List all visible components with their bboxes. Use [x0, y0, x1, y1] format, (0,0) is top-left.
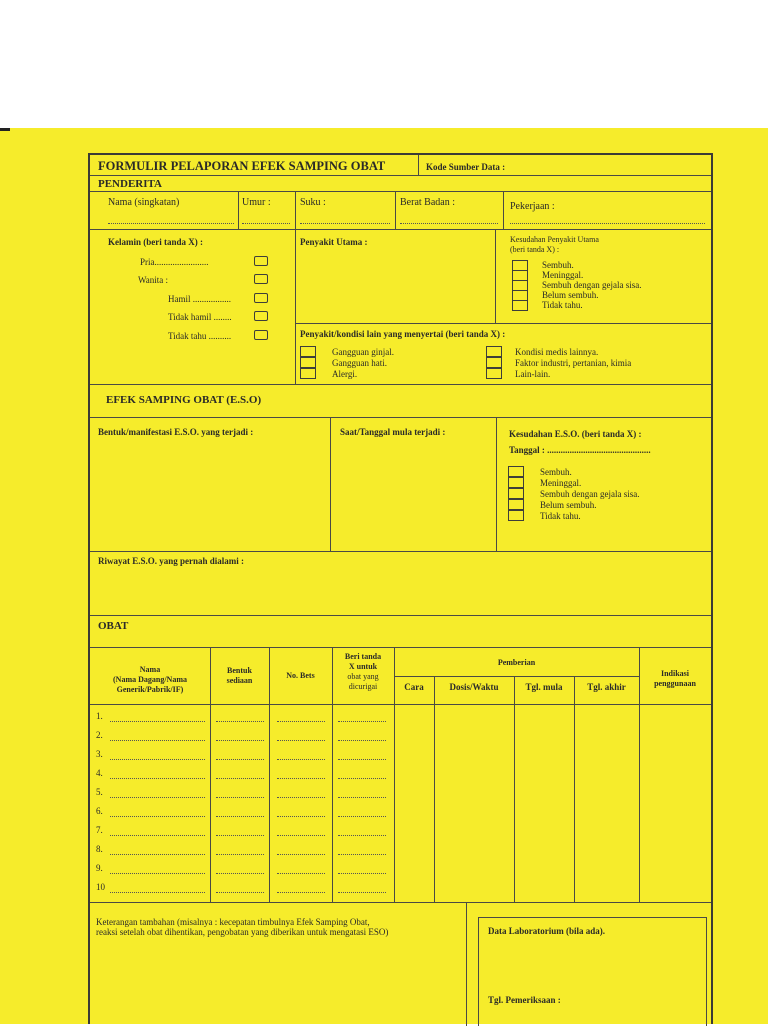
row-10-curiga[interactable]: [338, 892, 386, 893]
row-3-bets[interactable]: [277, 759, 325, 760]
row-4-curiga[interactable]: [338, 778, 386, 779]
row-num-1: 1.: [96, 711, 103, 721]
row-9-curiga[interactable]: [338, 873, 386, 874]
kesudahan-opt-5: Tidak tahu.: [542, 300, 583, 310]
row-6-bentuk[interactable]: [216, 816, 264, 817]
row-1-curiga[interactable]: [338, 721, 386, 722]
eso-checkbox-3[interactable]: [508, 488, 524, 499]
row-9-nama[interactable]: [110, 873, 205, 874]
kondisi-right-2: Faktor industri, pertanian, kimia: [515, 358, 632, 368]
penderita-heading: PENDERITA: [98, 178, 162, 190]
nama-label: Nama (singkatan): [108, 197, 180, 208]
row-10-nama[interactable]: [110, 892, 205, 893]
row-6-nama[interactable]: [110, 816, 205, 817]
row-num-6: 6.: [96, 806, 103, 816]
kondisi-left-1: Gangguan ginjal.: [332, 347, 394, 357]
keterangan-line-2: reaksi setelah obat dihentikan, pengobatan yang diberikan untuk mengatasi ESO): [96, 927, 389, 937]
nama-field[interactable]: [108, 223, 234, 224]
kesudahan-opt-3: Sembuh dengan gejala sisa.: [542, 280, 642, 290]
form-title: FORMULIR PELAPORAN EFEK SAMPING OBAT: [98, 159, 386, 173]
row-10-bets[interactable]: [277, 892, 325, 893]
row-7-bets[interactable]: [277, 835, 325, 836]
tidak-hamil-checkbox[interactable]: [254, 311, 268, 321]
col-indikasi-1: Indikasi: [660, 669, 690, 678]
row-num-9: 9.: [96, 863, 103, 873]
row-num-10: 10: [96, 882, 105, 892]
bentuk-label: Bentuk/manifestasi E.S.O. yang terjadi :: [98, 427, 254, 437]
kondisi-checkbox-3[interactable]: [300, 368, 316, 379]
umur-field[interactable]: [242, 223, 290, 224]
kondisi-checkbox-5[interactable]: [486, 357, 502, 368]
kesudahan-eso-label: Kesudahan E.S.O. (beri tanda X) :: [509, 429, 642, 439]
col-nama-2: (Nama Dagang/Nama: [113, 675, 187, 684]
row-1-bentuk[interactable]: [216, 721, 264, 722]
kondisi-checkbox-6[interactable]: [486, 368, 502, 379]
eso-opt-5: Tidak tahu.: [540, 511, 581, 521]
col-beri-1: Beri tanda: [344, 652, 382, 661]
col-bentuk-1: Bentuk: [227, 666, 252, 675]
keterangan-line-1: Keterangan tambahan (misalnya : kecepatan timbulnya Efek Samping Obat,: [96, 917, 370, 927]
row-2-nama[interactable]: [110, 740, 205, 741]
col-cara: Cara: [404, 682, 424, 692]
row-8-bets[interactable]: [277, 854, 325, 855]
tidak-hamil-label: Tidak hamil ........: [168, 312, 232, 322]
hamil-checkbox[interactable]: [254, 293, 268, 303]
row-3-bentuk[interactable]: [216, 759, 264, 760]
row-4-nama[interactable]: [110, 778, 205, 779]
row-9-bentuk[interactable]: [216, 873, 264, 874]
col-beri-2: X untuk: [348, 662, 378, 671]
berat-field[interactable]: [400, 223, 498, 224]
col-beri-4: dicurigai: [348, 682, 378, 691]
row-6-bets[interactable]: [277, 816, 325, 817]
tgl-pemeriksaan-label: Tgl. Pemeriksaan :: [488, 995, 561, 1005]
eso-checkbox-1[interactable]: [508, 466, 524, 477]
lab-label: Data Laboratorium (bila ada).: [488, 926, 605, 936]
row-num-2: 2.: [96, 730, 103, 740]
row-7-curiga[interactable]: [338, 835, 386, 836]
kesudahan-opt-2: Meninggal.: [542, 270, 584, 280]
col-nama-3: Generik/Pabrik/IF): [116, 685, 184, 694]
kesudahan-checkbox-5[interactable]: [512, 300, 528, 311]
wanita-label: Wanita :: [138, 275, 169, 285]
pekerjaan-label: Pekerjaan :: [510, 201, 555, 212]
row-8-nama[interactable]: [110, 854, 205, 855]
kondisi-checkbox-2[interactable]: [300, 357, 316, 368]
title-divider: [418, 155, 419, 175]
col-bentuk-2: sediaan: [226, 676, 253, 685]
edge-mark: [0, 128, 10, 131]
suku-field[interactable]: [300, 223, 390, 224]
kondisi-left-2: Gangguan hati.: [332, 358, 387, 368]
eso-opt-2: Meninggal.: [540, 478, 582, 488]
tidak-tahu-checkbox[interactable]: [254, 330, 268, 340]
eso-opt-1: Sembuh.: [540, 467, 572, 477]
eso-checkbox-4[interactable]: [508, 499, 524, 510]
tanggal-label: Tanggal : ..............................................: [509, 445, 651, 455]
row-2-bets[interactable]: [277, 740, 325, 741]
col-dosis: Dosis/Waktu: [449, 682, 499, 692]
wanita-checkbox[interactable]: [254, 274, 268, 284]
row-num-4: 4.: [96, 768, 103, 778]
eso-opt-4: Belum sembuh.: [540, 500, 597, 510]
kondisi-right-1: Kondisi medis lainnya.: [515, 347, 599, 357]
report-form: [88, 153, 713, 1024]
eso-heading: EFEK SAMPING OBAT (E.S.O): [106, 394, 262, 406]
suku-label: Suku :: [300, 197, 326, 208]
kondisi-right-3: Lain-lain.: [515, 369, 551, 379]
row-4-bentuk[interactable]: [216, 778, 264, 779]
kondisi-label: Penyakit/kondisi lain yang menyertai (beri tanda X) :: [300, 329, 506, 339]
row-7-nama[interactable]: [110, 835, 205, 836]
tidak-tahu-label: Tidak tahu ..........: [168, 331, 232, 341]
row-9-bets[interactable]: [277, 873, 325, 874]
kondisi-checkbox-4[interactable]: [486, 346, 502, 357]
umur-label: Umur :: [242, 197, 271, 208]
row-8-curiga[interactable]: [338, 854, 386, 855]
row-2-curiga[interactable]: [338, 740, 386, 741]
eso-checkbox-2[interactable]: [508, 477, 524, 488]
kode-label: Kode Sumber Data :: [426, 162, 506, 172]
pria-checkbox[interactable]: [254, 256, 268, 266]
col-beri-3: obat yang: [347, 672, 379, 681]
riwayat-label: Riwayat E.S.O. yang pernah dialami :: [98, 556, 245, 566]
row-num-7: 7.: [96, 825, 103, 835]
saat-label: Saat/Tanggal mula terjadi :: [340, 427, 446, 437]
row-1-bets[interactable]: [277, 721, 325, 722]
col-indikasi-2: penggunaan: [654, 679, 696, 688]
kondisi-left-3: Alergi.: [332, 369, 358, 379]
row-7-bentuk[interactable]: [216, 835, 264, 836]
row-3-nama[interactable]: [110, 759, 205, 760]
col-nama-1: Nama: [139, 665, 161, 674]
row-8-bentuk[interactable]: [216, 854, 264, 855]
row-1-nama[interactable]: [110, 721, 205, 722]
row-num-5: 5.: [96, 787, 103, 797]
kelamin-label: Kelamin (beri tanda X) :: [108, 237, 203, 247]
row-4-bets[interactable]: [277, 778, 325, 779]
pekerjaan-field[interactable]: [510, 223, 705, 224]
row-6-curiga[interactable]: [338, 816, 386, 817]
row-num-8: 8.: [96, 844, 103, 854]
row-3-curiga[interactable]: [338, 759, 386, 760]
pria-label: Pria........................: [140, 257, 209, 267]
row-5-bets[interactable]: [277, 797, 325, 798]
col-bets: No. Bets: [286, 671, 315, 680]
eso-checkbox-5[interactable]: [508, 510, 524, 521]
hamil-label: Hamil .................: [168, 294, 231, 304]
col-akhir: Tgl. akhir: [587, 682, 626, 692]
penyakit-utama-label: Penyakit Utama :: [300, 237, 368, 247]
kesudahan-sub: (beri tanda X) :: [510, 245, 560, 254]
eso-opt-3: Sembuh dengan gejala sisa.: [540, 489, 640, 499]
kondisi-checkbox-1[interactable]: [300, 346, 316, 357]
pemberian-header: Pemberian: [497, 658, 536, 667]
kesudahan-title: Kesudahan Penyakit Utama: [510, 235, 599, 244]
row-5-nama[interactable]: [110, 797, 205, 798]
row-num-3: 3.: [96, 749, 103, 759]
col-mula: Tgl. mula: [525, 682, 563, 692]
obat-heading: OBAT: [98, 620, 129, 632]
kesudahan-opt-1: Sembuh.: [542, 260, 574, 270]
row-10-bentuk[interactable]: [216, 892, 264, 893]
row-5-curiga[interactable]: [338, 797, 386, 798]
kesudahan-opt-4: Belum sembuh.: [542, 290, 599, 300]
row-2-bentuk[interactable]: [216, 740, 264, 741]
row-5-bentuk[interactable]: [216, 797, 264, 798]
berat-label: Berat Badan :: [400, 197, 455, 208]
